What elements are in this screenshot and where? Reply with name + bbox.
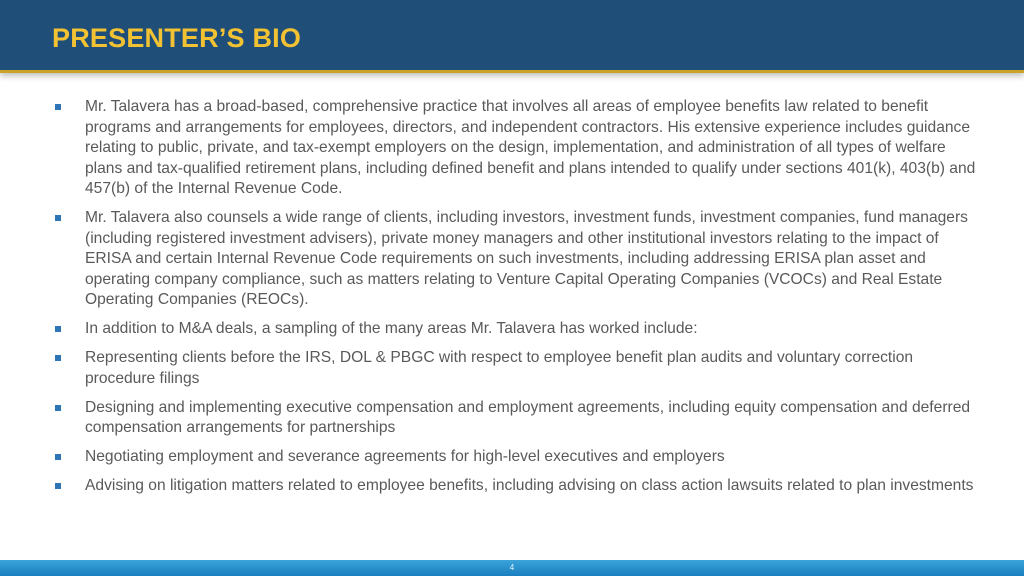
square-bullet-icon: [55, 483, 61, 489]
bullet-text: Advising on litigation matters related to employee benefits, including advising on class action lawsuits related to plan investments: [85, 477, 974, 494]
square-bullet-icon: [55, 104, 61, 110]
slide-title: PRESENTER’S BIO: [52, 23, 302, 53]
bullet-item: [55, 208, 985, 311]
bullet-item: [55, 348, 985, 389]
square-bullet-icon: [55, 355, 61, 361]
bullet-item: [55, 398, 985, 439]
slide-header: [0, 0, 1024, 73]
page-number: 4: [509, 563, 515, 572]
bullet-item: [55, 476, 985, 497]
slide-content: [55, 97, 985, 505]
bullet-list: [55, 97, 985, 497]
slide-footer: [0, 560, 1024, 576]
bullet-text: Representing clients before the IRS, DOL & PBGC with respect to employee benefit plan audits and voluntary correction procedure filings: [85, 349, 914, 387]
square-bullet-icon: [55, 454, 61, 460]
bullet-text: Negotiating employment and severance agreements for high-level executives and employers: [85, 448, 725, 465]
bullet-item: [55, 447, 985, 468]
bullet-text: Mr. Talavera has a broad-based, comprehensive practice that involves all areas of employee benefits law related to benefit programs and arrangements for employees, directors, and independent contractors. His extensive experience includes guidance relating to public, private, and tax-exempt employers on the design, implementation, and administration of all types of welfare plans and tax-qualified retirement plans, including defined benefit and plans intended to qualify under sections 401(k), 403(b) and 457(b) of the Internal Revenue Code.: [85, 98, 976, 197]
bullet-text: Mr. Talavera also counsels a wide range of clients, including investors, investment funds, investment companies, fund managers (including registered investment advisers), private money managers and other institutional investors relating to the impact of ERISA and certain Internal Revenue Code requirements on such investments, including addressing ERISA plan asset and operating company compliance, such as matters relating to Venture Capital Operating Companies (VCOCs) and Real Estate Operating Companies (REOCs).: [85, 209, 968, 308]
bullet-item: [55, 97, 985, 200]
bullet-item: [55, 319, 985, 340]
square-bullet-icon: [55, 215, 61, 221]
bullet-text: Designing and implementing executive compensation and employment agreements, including equity compensation and deferred compensation arrangements for partnerships: [85, 398, 971, 436]
bullet-text: In addition to M&A deals, a sampling of the many areas Mr. Talavera has worked include:: [85, 320, 698, 337]
square-bullet-icon: [55, 326, 61, 332]
square-bullet-icon: [55, 405, 61, 411]
